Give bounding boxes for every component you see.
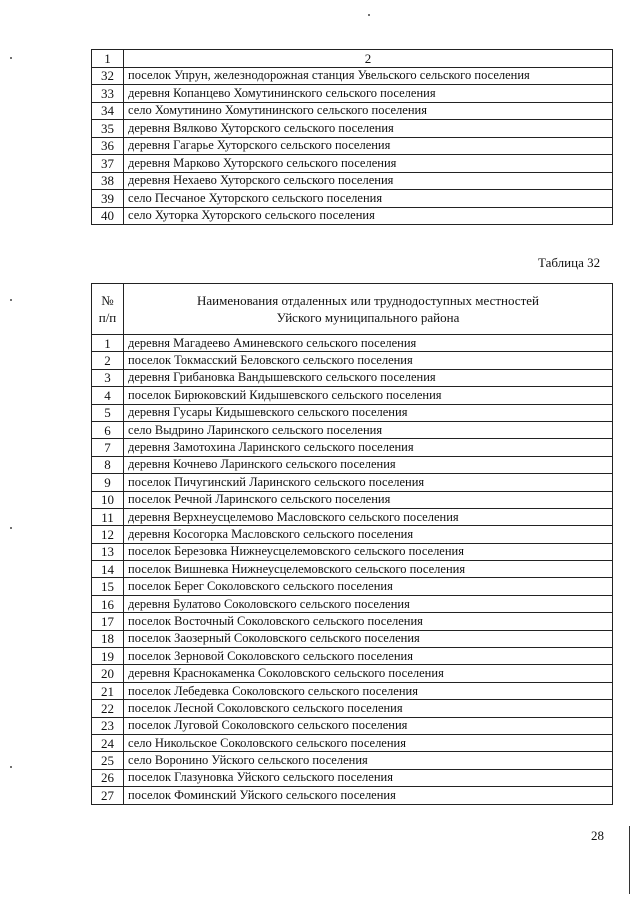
- location-name: деревня Замотохина Ларинского сельского поселения: [124, 439, 613, 456]
- table-row: [92, 172, 613, 190]
- table-row: [92, 700, 613, 717]
- table-row: [92, 439, 613, 456]
- location-name: деревня Булатово Соколовского сельского поселения: [124, 595, 613, 612]
- table-row: [92, 85, 613, 103]
- table-row: [92, 717, 613, 734]
- table-row: [92, 335, 613, 352]
- location-name: село Выдрино Ларинского сельского поселения: [124, 421, 613, 438]
- row-number: 38: [92, 172, 124, 190]
- row-number: 9: [92, 474, 124, 491]
- location-name-header-line1: Наименования отдаленных или труднодоступных местностей: [197, 293, 539, 308]
- location-name: поселок Бирюковский Кидышевского сельского поселения: [124, 387, 613, 404]
- location-name: поселок Фоминский Уйского сельского поселения: [124, 787, 613, 804]
- locations-table: [91, 283, 613, 805]
- location-name-header-line2: Уйского муниципального района: [276, 310, 460, 325]
- table-row: [92, 404, 613, 421]
- column-number-header: 1: [92, 50, 124, 68]
- location-name: поселок Речной Ларинского сельского поселения: [124, 491, 613, 508]
- table-row: [92, 769, 613, 786]
- location-name: поселок Токмасский Беловского сельского поселения: [124, 352, 613, 369]
- location-name: село Воронино Уйского сельского поселения: [124, 752, 613, 769]
- column-name-header: 2: [124, 50, 613, 68]
- page-number: 28: [591, 828, 604, 843]
- table-row: [92, 665, 613, 682]
- row-number: 13: [92, 543, 124, 560]
- location-name: деревня Магадеево Аминевского сельского поселения: [124, 335, 613, 352]
- table-row: [92, 682, 613, 699]
- table-row: [92, 207, 613, 225]
- table-row: [92, 752, 613, 769]
- location-name: деревня Вялково Хуторского сельского поселения: [124, 120, 613, 138]
- table-row: [92, 508, 613, 525]
- row-number: 35: [92, 120, 124, 138]
- location-name: деревня Краснокаменка Соколовского сельского поселения: [124, 665, 613, 682]
- location-name: поселок Упрун, железнодорожная станция Увельского сельского поселения: [124, 67, 613, 85]
- row-number: 37: [92, 155, 124, 173]
- location-name: деревня Гусары Кидышевского сельского поселения: [124, 404, 613, 421]
- table-row: [92, 561, 613, 578]
- location-name: деревня Копанцево Хомутининского сельского поселения: [124, 85, 613, 103]
- row-number-header-line1: №: [101, 293, 114, 308]
- table-header-row: [92, 284, 613, 335]
- row-number: 17: [92, 613, 124, 630]
- scan-speck: [368, 14, 370, 16]
- row-number: 25: [92, 752, 124, 769]
- table-row: [92, 387, 613, 404]
- table-row: [92, 543, 613, 560]
- row-number: 26: [92, 769, 124, 786]
- table-caption: Таблица 32: [538, 255, 601, 270]
- table-row: [92, 137, 613, 155]
- location-name: деревня Гагарье Хуторского сельского поселения: [124, 137, 613, 155]
- row-number: 21: [92, 682, 124, 699]
- location-name: поселок Луговой Соколовского сельского поселения: [124, 717, 613, 734]
- row-number: 4: [92, 387, 124, 404]
- location-name: поселок Березовка Нижнеусцелемовского сельского поселения: [124, 543, 613, 560]
- scan-speck: [10, 57, 12, 59]
- row-number: 27: [92, 787, 124, 804]
- table-row: [92, 613, 613, 630]
- table-row: [92, 421, 613, 438]
- location-name: деревня Кочнево Ларинского сельского поселения: [124, 456, 613, 473]
- location-name: село Хомутинино Хомутининского сельского поселения: [124, 102, 613, 120]
- table-row: [92, 648, 613, 665]
- location-name: село Хуторка Хуторского сельского поселения: [124, 207, 613, 225]
- table-row: [92, 352, 613, 369]
- row-number: 39: [92, 190, 124, 208]
- table-row: [92, 630, 613, 647]
- table-row: [92, 578, 613, 595]
- location-name: поселок Глазуновка Уйского сельского поселения: [124, 769, 613, 786]
- table-row: [92, 456, 613, 473]
- location-name: село Песчаное Хуторского сельского поселения: [124, 190, 613, 208]
- scan-edge-line: [629, 826, 630, 894]
- row-number: 2: [92, 352, 124, 369]
- scan-speck: [10, 299, 12, 301]
- table-row: [92, 474, 613, 491]
- row-number: 6: [92, 421, 124, 438]
- row-number: 36: [92, 137, 124, 155]
- scan-speck: [10, 527, 12, 529]
- table-header-row: [92, 50, 613, 68]
- row-number: 15: [92, 578, 124, 595]
- continuation-table: [91, 49, 613, 225]
- row-number: 34: [92, 102, 124, 120]
- row-number-header-line2: п/п: [98, 310, 117, 325]
- location-name: поселок Вишневка Нижнеусцелемовского сельского поселения: [124, 561, 613, 578]
- row-number: 11: [92, 508, 124, 525]
- table-row: [92, 120, 613, 138]
- row-number: 5: [92, 404, 124, 421]
- location-name-header: [124, 284, 613, 335]
- row-number: 8: [92, 456, 124, 473]
- table-row: [92, 102, 613, 120]
- row-number: 23: [92, 717, 124, 734]
- continuation-table-body: [92, 50, 613, 225]
- location-name: поселок Берег Соколовского сельского поселения: [124, 578, 613, 595]
- table-row: [92, 595, 613, 612]
- table-row: [92, 369, 613, 386]
- table-row: [92, 787, 613, 804]
- row-number: 14: [92, 561, 124, 578]
- location-name: деревня Косогорка Масловского сельского поселения: [124, 526, 613, 543]
- location-name: деревня Грибановка Вандышевского сельского поселения: [124, 369, 613, 386]
- row-number: 3: [92, 369, 124, 386]
- row-number: 32: [92, 67, 124, 85]
- table-row: [92, 190, 613, 208]
- table-row: [92, 734, 613, 751]
- row-number: 20: [92, 665, 124, 682]
- row-number: 12: [92, 526, 124, 543]
- row-number: 22: [92, 700, 124, 717]
- location-name: поселок Зерновой Соколовского сельского поселения: [124, 648, 613, 665]
- row-number: 16: [92, 595, 124, 612]
- location-name: деревня Верхнеусцелемово Масловского сельского поселения: [124, 508, 613, 525]
- scan-speck: [10, 766, 12, 768]
- location-name: село Никольское Соколовского сельского поселения: [124, 734, 613, 751]
- location-name: деревня Марково Хуторского сельского поселения: [124, 155, 613, 173]
- location-name: поселок Лебедевка Соколовского сельского поселения: [124, 682, 613, 699]
- table-row: [92, 155, 613, 173]
- location-name: поселок Лесной Соколовского сельского поселения: [124, 700, 613, 717]
- row-number: 7: [92, 439, 124, 456]
- row-number: 24: [92, 734, 124, 751]
- table-row: [92, 67, 613, 85]
- row-number-header: [92, 284, 124, 335]
- row-number: 19: [92, 648, 124, 665]
- row-number: 1: [92, 335, 124, 352]
- locations-table-body: [92, 335, 613, 805]
- row-number: 33: [92, 85, 124, 103]
- location-name: поселок Восточный Соколовского сельского поселения: [124, 613, 613, 630]
- location-name: деревня Нехаево Хуторского сельского поселения: [124, 172, 613, 190]
- row-number: 40: [92, 207, 124, 225]
- row-number: 10: [92, 491, 124, 508]
- table-row: [92, 491, 613, 508]
- location-name: поселок Заозерный Соколовского сельского поселения: [124, 630, 613, 647]
- row-number: 18: [92, 630, 124, 647]
- location-name: поселок Пичугинский Ларинского сельского поселения: [124, 474, 613, 491]
- table-row: [92, 526, 613, 543]
